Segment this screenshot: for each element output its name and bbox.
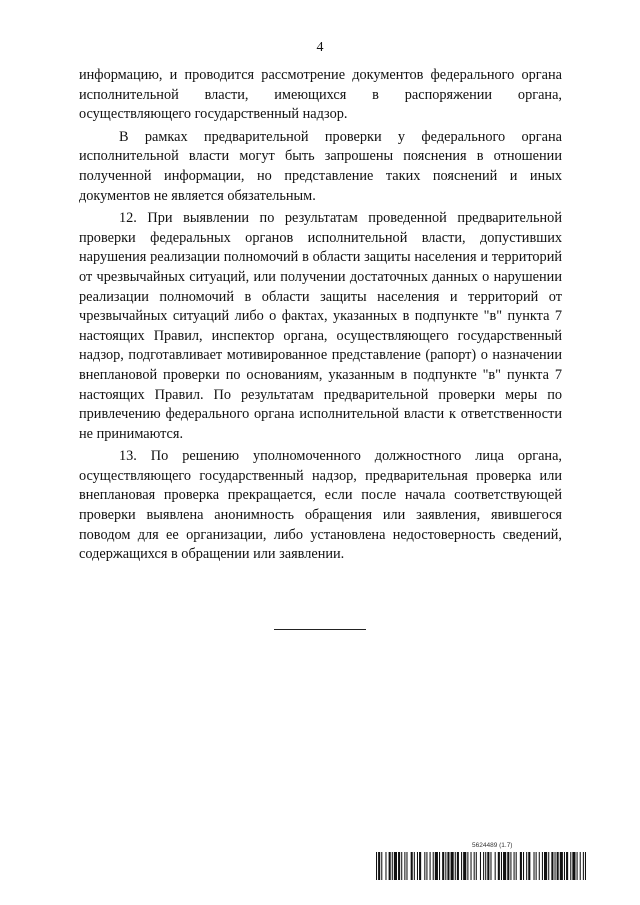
paragraph-item-12: 12. При выявлении по результатам проведенной предварительной проверки федеральных органов исполнительной власти, допустивших нарушения реализации полномочий в области защиты населения и территорий от чрезвычайных ситуаций, или получении достаточных данных о нарушении реализации полномочий в области защиты населения и территорий от чрезвычайных ситуаций либо о фактах, указанных в подпункте "в" пункта 7 настоящих Правил, инспектор органа, осуществляющего государственный надзор, подготавливает мотивированное представление (рапорт) о назначении внеплановой проверки по основаниям, указанным в подпункте "в" пункта 7 настоящих Правил. По результатам предварительной проверки меры по привлечению федерального органа исполнительной власти к ответственности не принимаются.: [79, 210, 562, 442]
paragraph-item-13: 13. По решению уполномоченного должностного лица органа, осуществляющего государственный надзор, предварительная проверка или внеплановая проверка прекращается, если после начала соответствующей проверки выявлена анонимность обращения или заявления, явившегося поводом для ее организации, либо установлена недостоверность сведений, содержащихся в обращении или заявлении.: [79, 448, 562, 563]
end-separator-line: [274, 629, 366, 630]
barcode-icon: [376, 852, 588, 880]
barcode-block: [376, 841, 588, 880]
paragraph-preliminary-check: В рамках предварительной проверки у федерального органа исполнительной власти могут быть запрошены пояснения в отношении полученной информации, но представление таких пояснений и иных документов не является обязательным.: [79, 128, 562, 204]
page-number: 4: [316, 40, 324, 55]
barcode-code: 5624489 (1.7): [472, 842, 513, 849]
paragraph-continuation: информацию, и проводится рассмотрение документов федерального органа исполнительной власти, имеющихся в распоряжении органа, осуществляющего государственный надзор.: [79, 67, 562, 123]
document-body: [79, 66, 562, 565]
